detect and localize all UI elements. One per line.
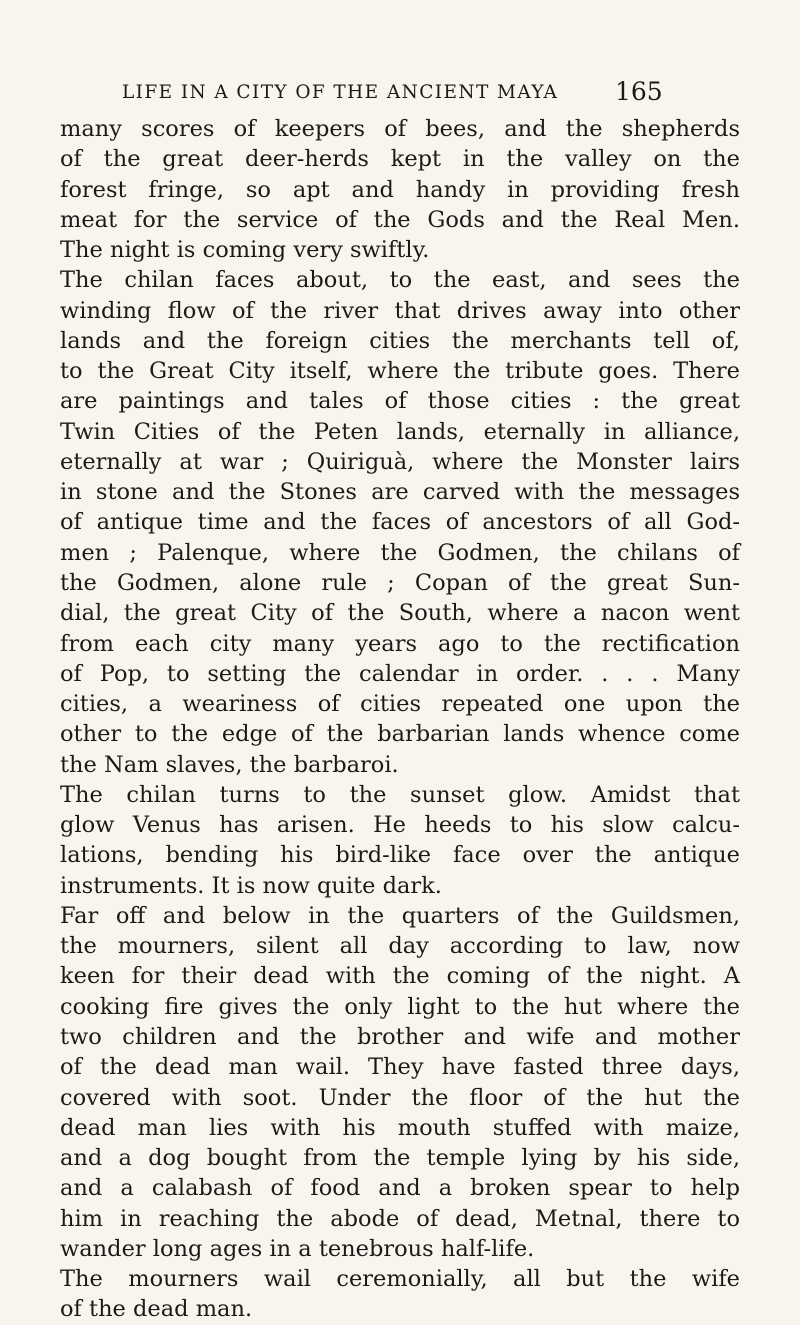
text-line: and a calabash of food and a broken spear to help: [60, 1175, 740, 1202]
text-line: The night is coming very swiftly.: [60, 237, 430, 264]
text-line: in stone and the Stones are carved with the messages: [60, 479, 740, 506]
text-line: Twin Cities of the Peten lands, eternally in alliance,: [60, 418, 740, 445]
text-line: the Nam slaves, the barbaroi.: [60, 751, 399, 778]
body-text: [60, 114, 740, 1325]
page-number: 165: [615, 77, 663, 106]
text-line: of the great deer-herds kept in the valley on the: [60, 146, 740, 173]
text-line: the mourners, silent all day according to law, now: [60, 933, 740, 960]
text-line: two children and the brother and wife and mother: [60, 1023, 740, 1050]
text-line: him in reaching the abode of dead, Metnal, there to: [60, 1205, 740, 1232]
text-line: lations, bending his bird-like face over the antique: [60, 842, 740, 869]
text-line: The chilan turns to the sunset glow. Amidst that: [60, 781, 740, 808]
text-line: of the dead man wail. They have fasted three days,: [60, 1054, 740, 1081]
text-line: Far off and below in the quarters of the Guildsmen,: [60, 902, 740, 929]
text-line: to the Great City itself, where the tribute goes. There: [60, 358, 740, 385]
text-line: wander long ages in a tenebrous half-life.: [60, 1235, 535, 1262]
text-line: of the dead man.: [60, 1296, 253, 1323]
text-line: dead man lies with his mouth stuffed with maize,: [60, 1114, 740, 1141]
text-line: meat for the service of the Gods and the Real Men.: [60, 206, 740, 233]
text-line: cooking fire gives the only light to the hut where the: [60, 993, 740, 1020]
text-line: men ; Palenque, where the Godmen, the chilans of: [60, 539, 740, 566]
text-line: cities, a weariness of cities repeated one upon the: [60, 691, 740, 718]
text-line: The mourners wail ceremonially, all but the wife: [60, 1266, 740, 1293]
text-line: lands and the foreign cities the merchants tell of,: [60, 327, 740, 354]
text-line: of antique time and the faces of ancestors of all God-: [60, 509, 740, 536]
text-line: dial, the great City of the South, where a nacon went: [60, 600, 740, 627]
text-line: many scores of keepers of bees, and the shepherds: [60, 116, 740, 142]
text-line: instruments. It is now quite dark.: [60, 872, 442, 899]
text-line: are paintings and tales of those cities : the great: [60, 388, 740, 415]
text-line: forest fringe, so apt and handy in providing fresh: [60, 176, 740, 203]
text-line: winding flow of the river that drives away into other: [60, 297, 740, 324]
text-line: and a dog bought from the temple lying by his side,: [60, 1145, 740, 1172]
text-line: glow Venus has arisen. He heeds to his slow calcu-: [60, 812, 740, 839]
text-line: keen for their dead with the coming of the night. A: [60, 963, 740, 990]
text-line: the Godmen, alone rule ; Copan of the great Sun-: [60, 569, 740, 596]
text-line: of Pop, to setting the calendar in order. . . . Many: [60, 660, 740, 687]
text-line: eternally at war ; Quiriguà, where the Monster lairs: [60, 448, 740, 475]
text-line: from each city many years ago to the rectification: [60, 630, 740, 657]
running-head: [0, 77, 800, 112]
text-line: other to the edge of the barbarian lands whence come: [60, 721, 740, 748]
text-line: covered with soot. Under the floor of the hut the: [60, 1084, 740, 1111]
running-title: LIFE IN A CITY OF THE ANCIENT MAYA: [122, 82, 559, 103]
text-line: The chilan faces about, to the east, and sees the: [60, 267, 740, 294]
